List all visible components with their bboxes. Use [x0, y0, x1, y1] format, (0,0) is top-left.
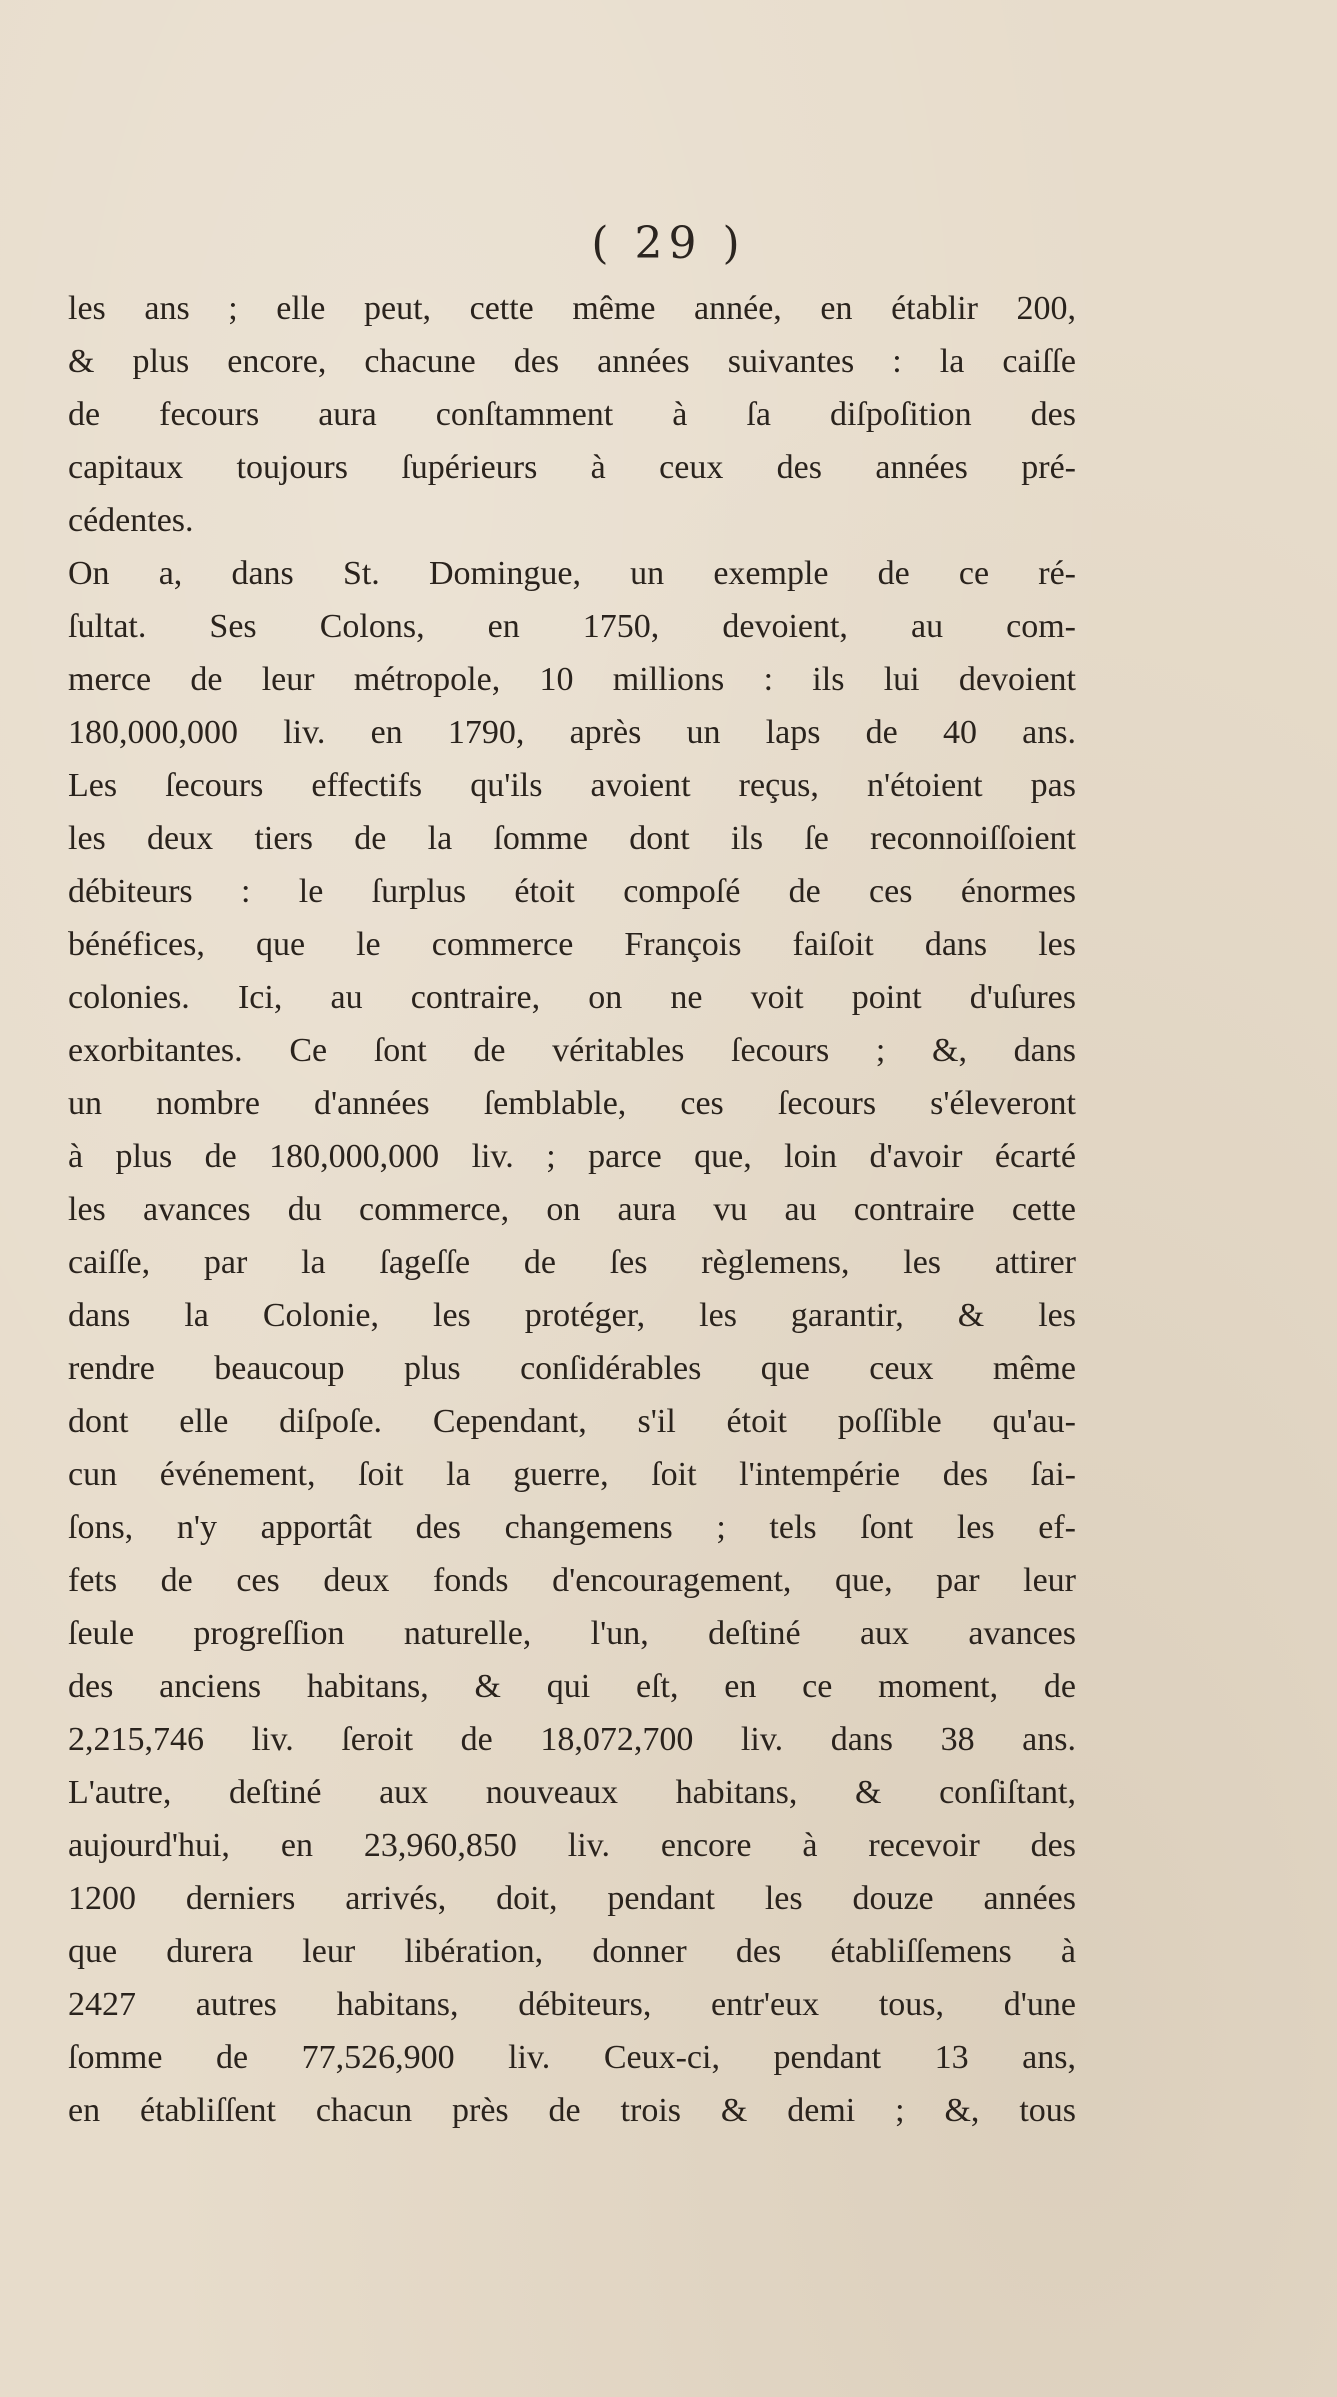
- text-line: On a, dans St. Domingue, un exemple de ce ré-: [68, 555, 1076, 592]
- body-text: [68, 282, 1076, 2137]
- text-line: ſomme de 77,526,900 liv. Ceux-ci, pendant 13 ans,: [68, 2039, 1076, 2076]
- text-line: bénéfices, que le commerce François faiſoit dans les: [68, 926, 1076, 963]
- text-line: 180,000,000 liv. en 1790, après un laps de 40 ans.: [68, 714, 1076, 751]
- text-line: exorbitantes. Ce ſont de véritables ſecours ; &, dans: [68, 1032, 1076, 1069]
- text-line: merce de leur métropole, 10 millions : ils lui devoient: [68, 661, 1076, 698]
- text-line: ſeule progreſſion naturelle, l'un, deſtiné aux avances: [68, 1615, 1076, 1652]
- text-line: ſons, n'y apportât des changemens ; tels ſont les ef-: [68, 1509, 1076, 1546]
- text-line: des anciens habitans, & qui eſt, en ce moment, de: [68, 1668, 1076, 1705]
- text-line: fets de ces deux fonds d'encouragement, que, par leur: [68, 1562, 1076, 1599]
- text-line: rendre beaucoup plus conſidérables que ceux même: [68, 1350, 1076, 1387]
- text-line: un nombre d'années ſemblable, ces ſecours s'éleveront: [68, 1085, 1076, 1122]
- page-number: ( 29 ): [591, 218, 746, 269]
- text-line: les ans ; elle peut, cette même année, en établir 200,: [68, 290, 1076, 327]
- text-line: les deux tiers de la ſomme dont ils ſe reconnoiſſoient: [68, 820, 1076, 857]
- text-line: & plus encore, chacune des années suivantes : la caiſſe: [68, 343, 1076, 380]
- text-line: que durera leur libération, donner des établiſſemens à: [68, 1933, 1076, 1970]
- text-line: de fecours aura conſtamment à ſa diſpoſition des: [68, 396, 1076, 433]
- text-line: aujourd'hui, en 23,960,850 liv. encore à recevoir des: [68, 1827, 1076, 1864]
- text-line: 1200 derniers arrivés, doit, pendant les douze années: [68, 1880, 1076, 1917]
- text-line: en établiſſent chacun près de trois & demi ; &, tous: [68, 2092, 1076, 2129]
- text-line: L'autre, deſtiné aux nouveaux habitans, & conſiſtant,: [68, 1774, 1076, 1811]
- text-line: dont elle diſpoſe. Cependant, s'il étoit poſſible qu'au-: [68, 1403, 1076, 1440]
- text-line: ſultat. Ses Colons, en 1750, devoient, au com-: [68, 608, 1076, 645]
- text-line: dans la Colonie, les protéger, les garantir, & les: [68, 1297, 1076, 1334]
- text-line: les avances du commerce, on aura vu au contraire cette: [68, 1191, 1076, 1228]
- text-line: Les ſecours effectifs qu'ils avoient reçus, n'étoient pas: [68, 767, 1076, 804]
- text-line: débiteurs : le ſurplus étoit compoſé de ces énormes: [68, 873, 1076, 910]
- text-line: capitaux toujours ſupérieurs à ceux des années pré-: [68, 449, 1076, 486]
- text-line: colonies. Ici, au contraire, on ne voit point d'uſures: [68, 979, 1076, 1016]
- text-line: cun événement, ſoit la guerre, ſoit l'intempérie des ſai-: [68, 1456, 1076, 1493]
- text-line: à plus de 180,000,000 liv. ; parce que, loin d'avoir écarté: [68, 1138, 1076, 1175]
- text-line: 2,215,746 liv. ſeroit de 18,072,700 liv. dans 38 ans.: [68, 1721, 1076, 1758]
- text-line: 2427 autres habitans, débiteurs, entr'eux tous, d'une: [68, 1986, 1076, 2023]
- text-line: caiſſe, par la ſageſſe de ſes règlemens, les attirer: [68, 1244, 1076, 1281]
- text-line: cédentes.: [68, 502, 194, 539]
